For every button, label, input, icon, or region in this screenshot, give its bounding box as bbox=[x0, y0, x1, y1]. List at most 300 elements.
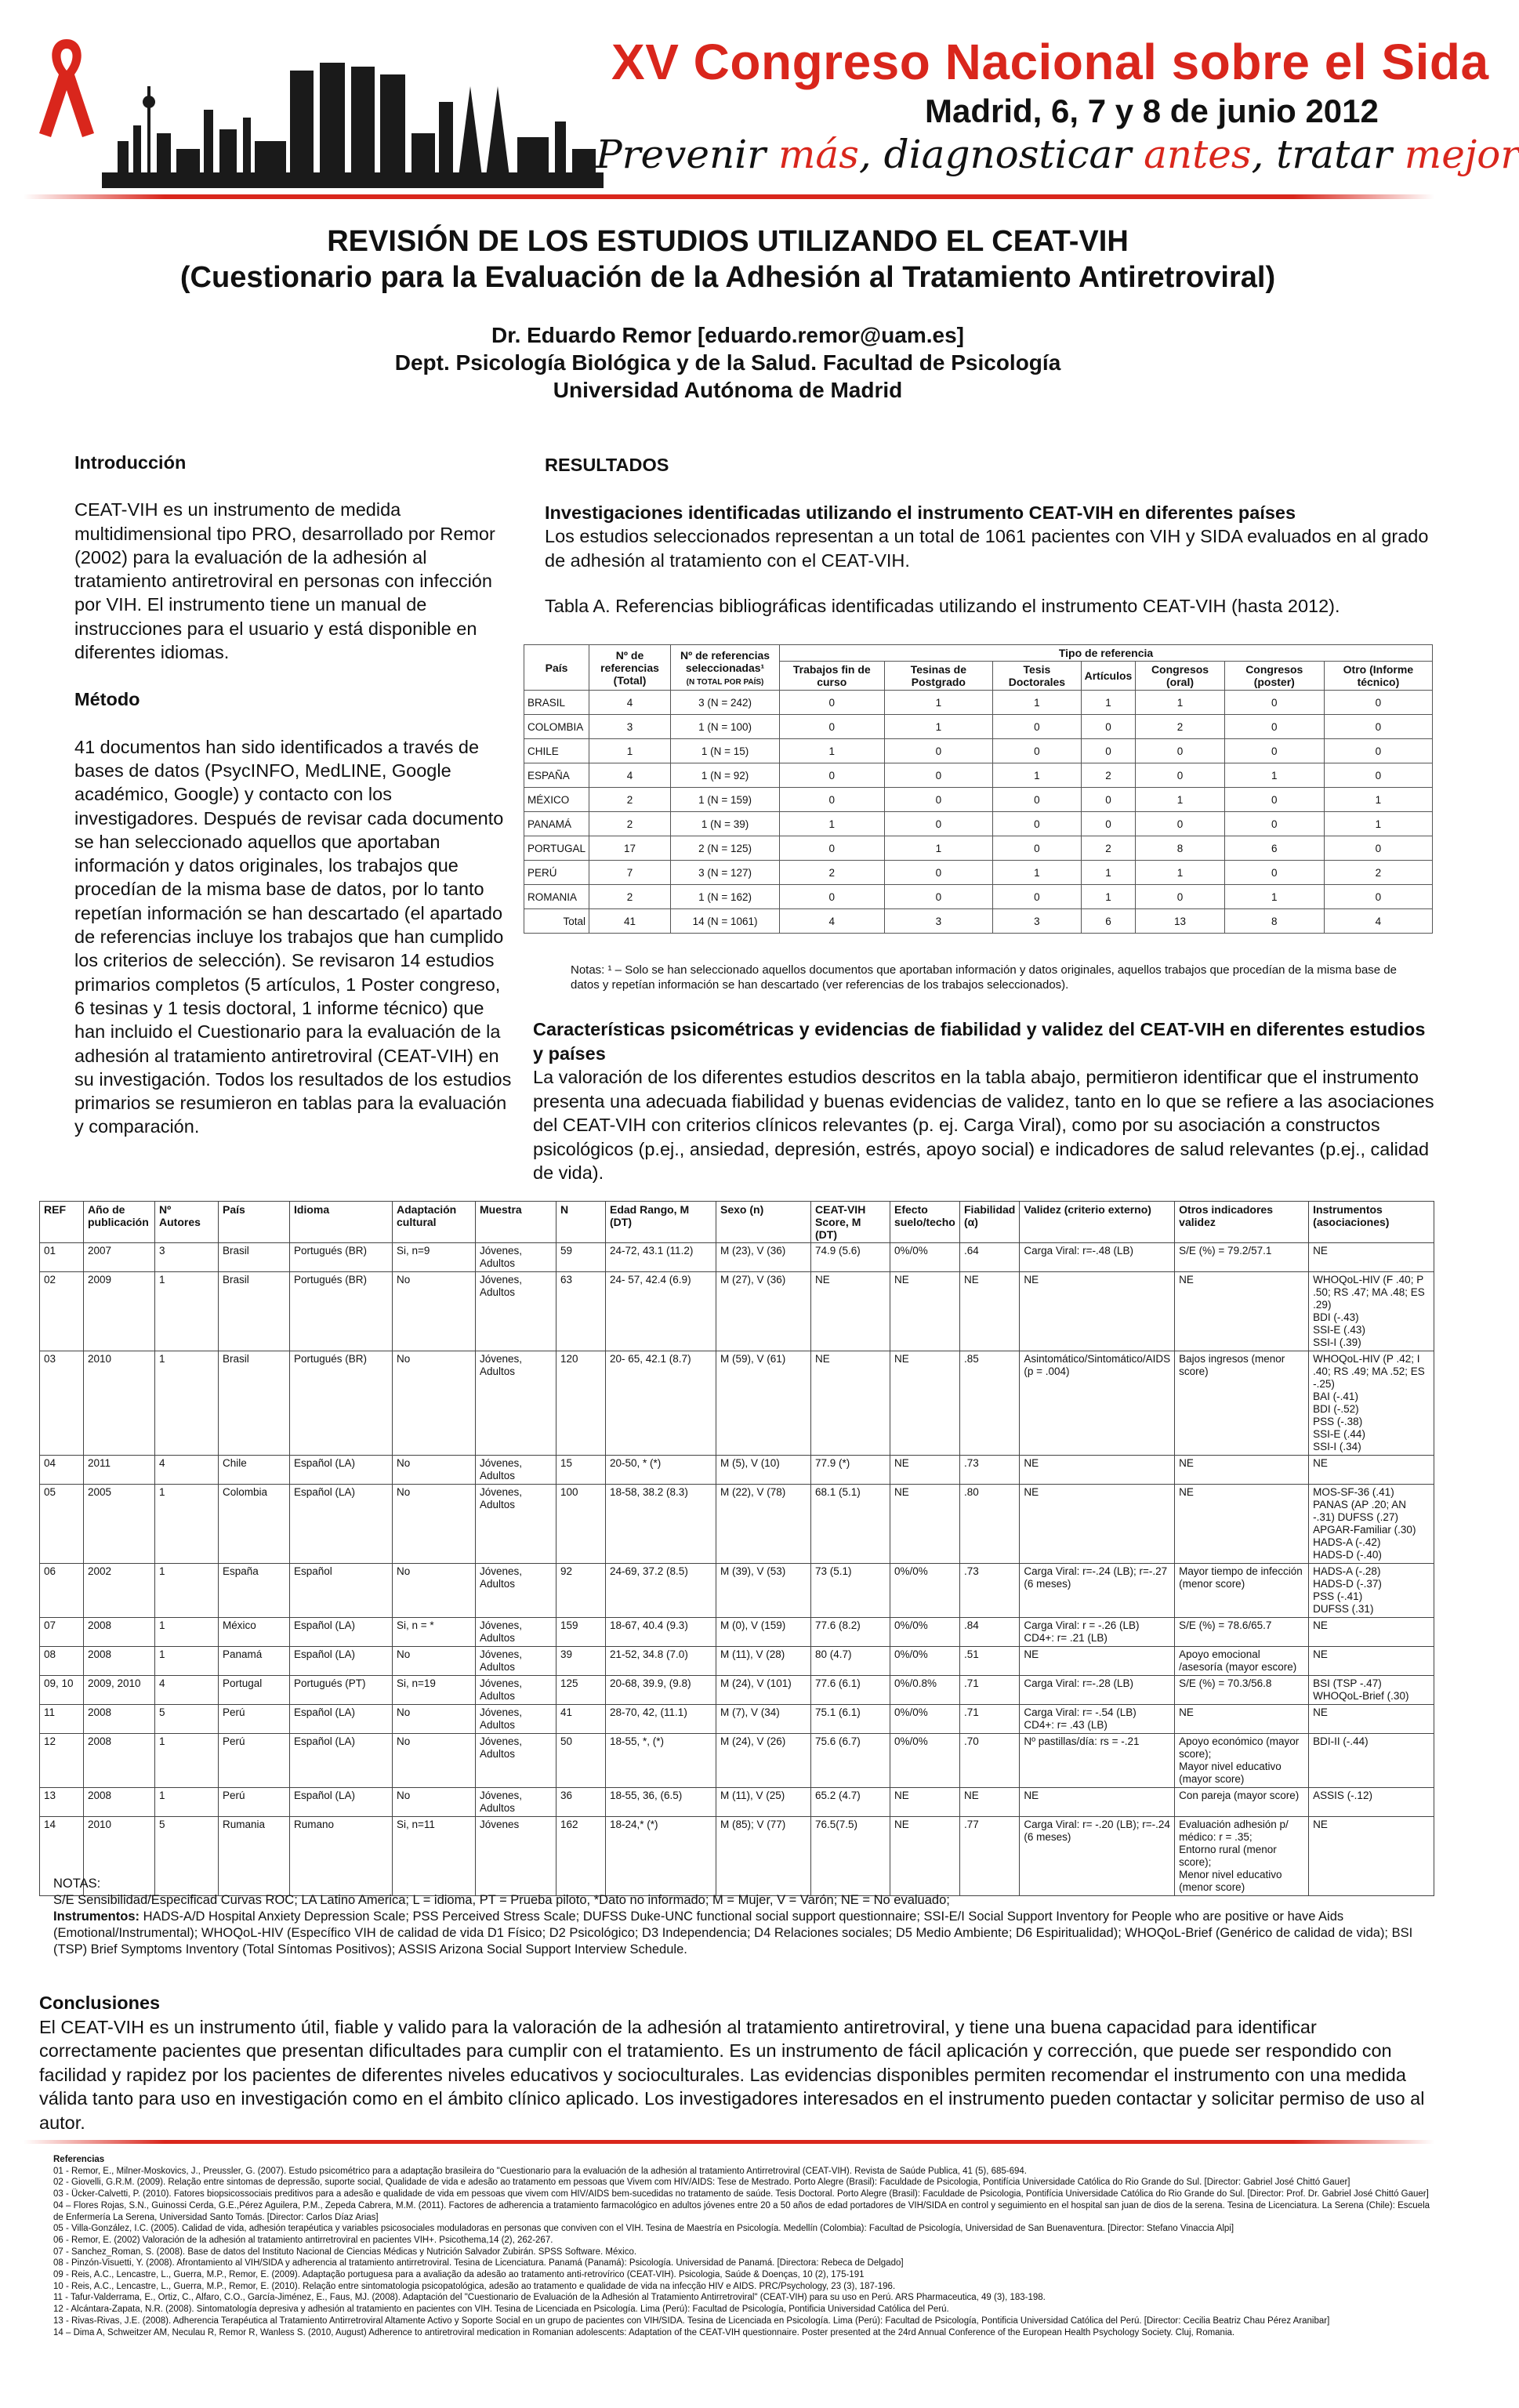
table-b-cell bbox=[1175, 1734, 1309, 1788]
table-b-cell: .73 bbox=[960, 1456, 1020, 1485]
table-a-cell: 0 bbox=[884, 812, 993, 836]
table-b-cell: ASSIS (-.12) bbox=[1309, 1788, 1434, 1817]
table-b-cell: 1 bbox=[155, 1272, 219, 1351]
congress-title: XV Congreso Nacional sobre el Sida bbox=[611, 34, 1489, 90]
table-b-cell-line: APGAR-Familiar (.30) bbox=[1313, 1524, 1416, 1536]
table-b-cell: Jóvenes, Adultos bbox=[476, 1618, 556, 1647]
reference-item: 07 - Sanchez_Roman, S. (2008). Base de datos del Instituto Nacional de Ciencias Médicas y Nutrición Salvador Zubirán. SPSS Software. México. bbox=[53, 2247, 637, 2257]
table-b-cell: 2008 bbox=[84, 1705, 155, 1734]
table-a-cell: 0 bbox=[993, 885, 1081, 909]
results-section bbox=[545, 453, 1438, 618]
table-b-cell: 0%/0% bbox=[890, 1734, 960, 1788]
table-a-type-header: Artículos bbox=[1081, 662, 1136, 691]
table-b-cell: 09, 10 bbox=[40, 1676, 84, 1705]
notes-instruments-label: Instrumentos: bbox=[53, 1909, 140, 1924]
table-a-cell: 0 bbox=[1136, 812, 1224, 836]
table-a-cell: 1 bbox=[1324, 788, 1432, 812]
table-b-cell-line: Carga Viral: r= -.54 (LB) bbox=[1024, 1706, 1137, 1718]
table-b-cell: 06 bbox=[40, 1564, 84, 1618]
table-a-cell: 3 (N = 242) bbox=[671, 691, 780, 715]
table-b-cell: Asintomático/Sintomático/AIDS (p = .004) bbox=[1020, 1351, 1175, 1456]
table-b-cell-line: WHOQoL-HIV (F .40; P .50; RS .47; MA .48; ES .29) bbox=[1313, 1274, 1425, 1311]
table-a-cell: 0 bbox=[1081, 812, 1136, 836]
table-a-cell: 1 bbox=[1224, 885, 1324, 909]
table-b-cell: M (59), V (61) bbox=[716, 1351, 811, 1456]
table-a-header-text: Nº de referencias seleccionadas¹ bbox=[680, 648, 770, 674]
table-a-cell: 0 bbox=[884, 763, 993, 788]
table-b-cell: 76.5(7.5) bbox=[811, 1817, 890, 1896]
table-a-cell: 2 bbox=[589, 812, 671, 836]
table-a-caption: Tabla A. Referencias bibliográficas identificadas utilizando el instrumento CEAT-VIH (hasta 2012). bbox=[545, 596, 1340, 616]
table-a-notes: Notas: ¹ – Solo se han seleccionado aquellos documentos que aportaban información y datos originales, aquellos trabajos que procedían de la misma base de datos y repetían información se han descartado (ver referencias de los trabajos seleccionados). bbox=[571, 963, 1397, 992]
table-b-cell: 68.1 (5.1) bbox=[811, 1485, 890, 1564]
table-a-country: ESPAÑA bbox=[524, 763, 589, 788]
table-b-row bbox=[40, 1272, 1434, 1351]
table-a-cell: 0 bbox=[1224, 861, 1324, 885]
table-a-cell: 0 bbox=[993, 739, 1081, 763]
table-b-cell: No bbox=[393, 1351, 476, 1456]
reference-item: 04 – Flores Rojas, S.N., Guinossi Cerda, G.E.,Pérez Aguilera, P.M., Zepeda Cabrera, M.M. (2011). Factores de adherencia a tratamiento farmacológico en adultos jóvenes entre 20 a 50 años de edad portadores de VIH/SIDA en control y seguimiento en el hospital san juan de dios de la serena. Tesina de Licenciatura. La Serena (Chile): Escuela de Enfermería La Serena, Universidad Santo Tomás. [Director: Carlos Díaz Arias] bbox=[53, 2200, 1430, 2222]
table-a-cell: 0 bbox=[1324, 885, 1432, 909]
table-b-cell: 77.6 (8.2) bbox=[811, 1618, 890, 1647]
table-a-cell: 2 (N = 125) bbox=[671, 836, 780, 861]
table-b-cell: 03 bbox=[40, 1351, 84, 1456]
table-b-cell: NE bbox=[890, 1485, 960, 1564]
table-b-row bbox=[40, 1734, 1434, 1788]
table-b-row bbox=[40, 1647, 1434, 1676]
table-b-row bbox=[40, 1351, 1434, 1456]
title-line-2: (Cuestionario para la Evaluación de la Adhesión al Tratamiento Antiretroviral) bbox=[179, 261, 1276, 294]
table-b-cell: Panamá bbox=[219, 1647, 290, 1676]
table-b-header: Validez (criterio externo) bbox=[1020, 1202, 1175, 1243]
table-a-cell: 4 bbox=[589, 763, 671, 788]
table-b-cell-line: HADS-D (-.37) bbox=[1313, 1578, 1382, 1590]
table-a-country: COLOMBIA bbox=[524, 715, 589, 739]
table-b-row bbox=[40, 1788, 1434, 1817]
table-b-cell: 2005 bbox=[84, 1485, 155, 1564]
table-b-cell: .77 bbox=[960, 1817, 1020, 1896]
table-a-row bbox=[524, 691, 1433, 715]
table-a-cell: 0 bbox=[1324, 739, 1432, 763]
table-b-cell: M (22), V (78) bbox=[716, 1485, 811, 1564]
reference-item: 06 - Remor, E. (2002) Valoración de la adhesión al tratamiento antirretroviral en pacientes VIH+. Psicothema,14 (2), 262-267. bbox=[53, 2235, 553, 2245]
table-a-cell: 0 bbox=[993, 812, 1081, 836]
table-b-cell: 2008 bbox=[84, 1618, 155, 1647]
table-b-cell: 0%/0% bbox=[890, 1243, 960, 1272]
table-a-cell: 0 bbox=[1224, 691, 1324, 715]
table-a-cell: 0 bbox=[1224, 812, 1324, 836]
table-a-cell: 8 bbox=[1224, 909, 1324, 934]
table-b-cell: 07 bbox=[40, 1618, 84, 1647]
table-b-cell: 100 bbox=[556, 1485, 606, 1564]
author-department: Dept. Psicología Biológica y de la Salud. Facultad de Psicología bbox=[394, 350, 1061, 375]
table-b-cell: Español bbox=[290, 1564, 393, 1618]
table-a-cell: 0 bbox=[780, 763, 884, 788]
table-b-cell: 50 bbox=[556, 1734, 606, 1788]
table-a-cell: 2 bbox=[589, 788, 671, 812]
table-b-cell: No bbox=[393, 1705, 476, 1734]
table-b-cell: 24-72, 43.1 (11.2) bbox=[606, 1243, 716, 1272]
table-b-cell: 73 (5.1) bbox=[811, 1564, 890, 1618]
table-a-cell: 2 bbox=[780, 861, 884, 885]
table-a-cell: 17 bbox=[589, 836, 671, 861]
table-b-cell-line: MOS-SF-36 (.41) bbox=[1313, 1486, 1394, 1498]
table-b-cell: 41 bbox=[556, 1705, 606, 1734]
table-a-cell: 0 bbox=[780, 836, 884, 861]
table-b-cell: Jóvenes, Adultos bbox=[476, 1734, 556, 1788]
table-b-cell: Si, n=9 bbox=[393, 1243, 476, 1272]
table-b-header: Sexo (n) bbox=[716, 1202, 811, 1243]
table-a-country: ROMANIA bbox=[524, 885, 589, 909]
table-b-cell: Portugués (BR) bbox=[290, 1243, 393, 1272]
reference-item: 13 - Rivas-Rivas, J.E. (2008). Adherencia Terapéutica al Tratamiento Antirretroviral Altamente Activo y Soporte Social en un grupo de pacientes con VIH/SIDA. Tesina de Licenciada en Psicología. Lima (Perú): Facultad de Psicología, Pontificia Universidad Católica del Perú. [Director: Cecilia Beatriz Chau Pérez Aranibar] bbox=[53, 2316, 1330, 2326]
method-text: 41 documentos han sido identificados a través de bases de datos (PsycINFO, MedLINE, Google académico, Google) y contacto con los investigadores. Después de revisar cada documento se han seleccionado aquellos que aportaban información y datos originales, los trabajos que procedían de la misma base de datos, por lo tanto repetían información se han descartado (el apartado de referencias incluye los trabajos que han cumplido los criterios de selección). Se revisaron 14 estudios primarios completos (5 artículos, 1 Poster congreso, 6 tesinas y 1 tesis doctoral, 1 informe técnico) que han incluido el Cuestionario para la evaluación de la adhesión al tratamiento antiretroviral (CEAT-VIH) en su investigación. Todos los resultados de los estudios primarios se resumieron en tablas para la evaluación y comparación. bbox=[74, 736, 512, 1137]
table-b-cell-line: PSS (-.38) bbox=[1313, 1416, 1363, 1427]
table-b-cell: 2010 bbox=[84, 1351, 155, 1456]
table-b-cell: México bbox=[219, 1618, 290, 1647]
table-a-type-header: Trabajos fin de curso bbox=[780, 662, 884, 691]
table-b-header: Nº Autores bbox=[155, 1202, 219, 1243]
table-b-cell bbox=[1309, 1676, 1434, 1705]
table-b-cell: 18-24,* (*) bbox=[606, 1817, 716, 1896]
table-a-cell: 0 bbox=[1324, 691, 1432, 715]
table-b-cell: Español (LA) bbox=[290, 1705, 393, 1734]
table-b-cell: NE bbox=[1309, 1618, 1434, 1647]
table-b-cell: 2008 bbox=[84, 1788, 155, 1817]
table-a-cell: 0 bbox=[993, 836, 1081, 861]
table-a-cell: 4 bbox=[1324, 909, 1432, 934]
table-b-cell: Rumania bbox=[219, 1817, 290, 1896]
table-b-cell bbox=[1020, 1705, 1175, 1734]
table-b-cell: España bbox=[219, 1564, 290, 1618]
table-b-cell: Bajos ingresos (menor score) bbox=[1175, 1351, 1309, 1456]
madrid-skyline-logo bbox=[102, 55, 604, 188]
table-b-cell: 13 bbox=[40, 1788, 84, 1817]
table-a-cell: 0 bbox=[780, 788, 884, 812]
reference-item: 08 - Pinzón-Visuetti, Y. (2008). Afrontamiento al VIH/SIDA y adherencia al tratamiento antirretroviral. Tesina de Licenciatura. Panamá (Panamá): Psicología. Universidad de Panamá. [Directora: Rebeca de Delgado] bbox=[53, 2258, 904, 2268]
table-b-cell: 3 bbox=[155, 1243, 219, 1272]
table-b-cell: 0%/0% bbox=[890, 1705, 960, 1734]
table-b-cell: 21-52, 34.8 (7.0) bbox=[606, 1647, 716, 1676]
table-a bbox=[524, 644, 1433, 934]
characteristics-text: La valoración de los diferentes estudios descritos en la tabla abajo, permitieron identificar que el instrumento presenta una adecuada fiabilidad y buenas evidencias de validez, tanto en lo que se refiere a las asociaciones del CEAT-VIH con criterios clínicos relevantes (p. ej. Carga Viral), como por su asociación a constructos psicológicos (p.ej., ansiedad, depresión, estrés, apoyo social) e indicadores de salud relevantes (p.ej., calidad de vida). bbox=[533, 1067, 1434, 1183]
slogan-part: Prevenir bbox=[596, 132, 778, 177]
reference-item: 03 - Ücker-Calvetti, P. (2010). Fatores biopsicossociais preditivos para a adesão e qualidade de vida em pessoas que vivem com HIV/AIDS bem-sucedidas no tratamento de saúde. Tesis Doctoral. Porto Alegre (Brasil): Faculdade de Psicologia, Pontifícia Universidade Católica do Rio Grande do Sul. [Director: Prof. Dr. Gabriel José Chittó Gauer] bbox=[53, 2189, 1429, 2199]
table-b-cell: No bbox=[393, 1272, 476, 1351]
aids-ribbon-icon bbox=[31, 31, 102, 141]
table-a-cell: 0 bbox=[1224, 788, 1324, 812]
table-a-country: Total bbox=[524, 909, 589, 934]
reference-item: 05 - Villa-González, I.C. (2005). Calidad de vida, adhesión terapéutica y variables psicosociales moduladoras en personas que conviven con el VIH. Tesina de Maestría en Psicología. Medellín (Colombia): Facultad de Psicología, Universidad de San Buenaventura. [Director: Stefano Vinaccia Alpi] bbox=[53, 2224, 1234, 2234]
table-a-country: PANAMÁ bbox=[524, 812, 589, 836]
reference-item: 01 - Remor, E., Milner-Moskovics, J., Preussler, G. (2007). Estudo psicométrico para a adaptação brasileira do "Cuestionario para la evaluación de la adhesión al tratamiento Antirretroviral (CEAT-VIH). Revista de Saúde Publica, 41 (5), 685-694. bbox=[53, 2166, 1027, 2176]
table-a-cell: 1 (N = 92) bbox=[671, 763, 780, 788]
table-a-cell: 1 bbox=[1081, 691, 1136, 715]
results-subheading: Investigaciones identificadas utilizando el instrumento CEAT-VIH en diferentes países bbox=[545, 502, 1296, 523]
table-a-cell: 0 bbox=[780, 715, 884, 739]
table-a-cell: 1 bbox=[780, 739, 884, 763]
notes-instruments-text: HADS-A/D Hospital Anxiety Depression Scale; PSS Perceived Stress Scale; DUFSS Duke-UNC functional social support questionnaire; SSI-E/I Social Support Inventory for People who are positive or have Aids (Emotional/Instrumental); WHOQoL-HIV (Específico VIH de calidad de vida D1 Físico; D2 Psicológico; D3 Independencia; D4 Relaciones sociales; D5 Medio Ambiente; D6 Espiritualidad); WHOQoL-Brief (Genérico de calidad de vida); BSI (TSP) Brief Symptoms Inventory (Total Síntomas Positivos); ASSIS Arizona Social Support Interview Schedule. bbox=[53, 1909, 1413, 1956]
reference-item: 12 - Alcántara-Zapata, N.R. (2008). Sintomatología depresiva y adhesión al tratamiento en pacientes con VIH. Tesina de Licenciada en Psicología. Lima (Perú): Facultad de Psicología, Pontificia Universidad Católica del Perú. bbox=[53, 2305, 949, 2315]
table-b-row bbox=[40, 1243, 1434, 1272]
table-b-cell: 1 bbox=[155, 1618, 219, 1647]
table-b-cell: 75.1 (6.1) bbox=[811, 1705, 890, 1734]
notes-label: NOTAS: bbox=[53, 1877, 101, 1891]
table-b-header: REF bbox=[40, 1202, 84, 1243]
table-b-cell: 120 bbox=[556, 1351, 606, 1456]
table-b-cell: 5 bbox=[155, 1817, 219, 1896]
table-a-cell: 1 bbox=[884, 715, 993, 739]
table-a-cell: 0 bbox=[1081, 739, 1136, 763]
references-section bbox=[53, 2154, 1433, 2338]
author-university: Universidad Autónoma de Madrid bbox=[553, 378, 903, 402]
table-b-cell: NE bbox=[1020, 1272, 1175, 1351]
table-b-cell: Jóvenes, Adultos bbox=[476, 1351, 556, 1456]
table-b-cell: Mayor tiempo de infección (menor score) bbox=[1175, 1564, 1309, 1618]
table-b-cell: Carga Viral: r=-.48 (LB) bbox=[1020, 1243, 1175, 1272]
table-b-cell bbox=[1309, 1272, 1434, 1351]
results-heading: RESULTADOS bbox=[545, 455, 669, 475]
slogan-part: más bbox=[778, 132, 859, 177]
table-b-cell-line: BDI (-.52) bbox=[1313, 1403, 1359, 1415]
table-b-cell: Jóvenes, Adultos bbox=[476, 1676, 556, 1705]
table-b-cell: Jóvenes, Adultos bbox=[476, 1272, 556, 1351]
table-b-cell: 75.6 (6.7) bbox=[811, 1734, 890, 1788]
table-b-cell: Español (LA) bbox=[290, 1618, 393, 1647]
poster-header bbox=[0, 0, 1519, 196]
table-a-type-header: Tesis Doctorales bbox=[993, 662, 1081, 691]
table-b-cell: Jóvenes bbox=[476, 1817, 556, 1896]
table-b-header: Instrumentos (asociaciones) bbox=[1309, 1202, 1434, 1243]
table-b-cell: NE bbox=[1020, 1456, 1175, 1485]
table-b-row bbox=[40, 1705, 1434, 1734]
table-a-type-header: Otro (Informe técnico) bbox=[1324, 662, 1432, 691]
table-b-cell-line: PANAS (AP .20; AN -.31) DUFSS (.27) bbox=[1313, 1499, 1406, 1523]
table-b-cell: Carga Viral: r= -.20 (LB); r=-.24 (6 meses) bbox=[1020, 1817, 1175, 1896]
table-a-cell: 1 (N = 39) bbox=[671, 812, 780, 836]
table-a-cell: 14 (N = 1061) bbox=[671, 909, 780, 934]
table-a-cell: 0 bbox=[1324, 715, 1432, 739]
table-b-header: N bbox=[556, 1202, 606, 1243]
table-a-cell: 2 bbox=[1081, 836, 1136, 861]
table-b-cell: Portugal bbox=[219, 1676, 290, 1705]
table-b-cell: 2008 bbox=[84, 1647, 155, 1676]
table-a-cell: 7 bbox=[589, 861, 671, 885]
table-a-cell: 1 bbox=[1136, 861, 1224, 885]
table-a-cell: 6 bbox=[1081, 909, 1136, 934]
conclusions-section bbox=[39, 1991, 1434, 2134]
table-b-cell: 18-55, 36, (6.5) bbox=[606, 1788, 716, 1817]
table-a-cell: 1 bbox=[1224, 763, 1324, 788]
table-b-cell: NE bbox=[1020, 1485, 1175, 1564]
table-b-header: Idioma bbox=[290, 1202, 393, 1243]
table-b-cell: 77.6 (6.1) bbox=[811, 1676, 890, 1705]
table-b-cell: S/E (%) = 78.6/65.7 bbox=[1175, 1618, 1309, 1647]
table-b-cell: Jóvenes, Adultos bbox=[476, 1788, 556, 1817]
table-a-row bbox=[524, 812, 1433, 836]
table-b-cell-line: Apoyo económico (mayor score); bbox=[1179, 1735, 1300, 1760]
table-b-row bbox=[40, 1676, 1434, 1705]
table-b-cell: Perú bbox=[219, 1734, 290, 1788]
table-b-cell: 36 bbox=[556, 1788, 606, 1817]
reference-item: 10 - Reis, A.C., Lencastre, L., Guerra, M.P., Remor, E. (2010). Relação entre sintomatologia psicopatológica, adesão ao tratamento e qualidade de vida na infecção HIV e AIDS. PRC/Psychology, 23 (3), 187-196. bbox=[53, 2281, 896, 2291]
intro-heading: Introducción bbox=[74, 452, 187, 473]
table-b-cell: 65.2 (4.7) bbox=[811, 1788, 890, 1817]
table-a-row bbox=[524, 861, 1433, 885]
table-b-cell: 125 bbox=[556, 1676, 606, 1705]
table-b-cell-line: HADS-A (-.42) bbox=[1313, 1536, 1381, 1548]
table-b-cell: Jóvenes, Adultos bbox=[476, 1243, 556, 1272]
table-b-cell: NE bbox=[1309, 1243, 1434, 1272]
table-b-cell bbox=[1309, 1564, 1434, 1618]
table-a-row bbox=[524, 909, 1433, 934]
table-b-row bbox=[40, 1564, 1434, 1618]
table-b-cell: 4 bbox=[155, 1456, 219, 1485]
table-b-cell bbox=[1309, 1351, 1434, 1456]
table-b-cell: 0%/0% bbox=[890, 1564, 960, 1618]
table-b-cell-line: BDI (-.43) bbox=[1313, 1311, 1359, 1323]
intro-text: CEAT-VIH es un instrumento de medida multidimensional tipo PRO, desarrollado por Remor (2002) para la evaluación de la adhesión al tratamiento antiretroviral en personas con infección por VIH. El instrumento tiene un manual de instrucciones para el usuario y está disponible en diferentes idiomas. bbox=[74, 499, 495, 663]
table-b-cell: 1 bbox=[155, 1734, 219, 1788]
characteristics-heading: Características psicométricas y evidencias de fiabilidad y validez del CEAT-VIH en diferentes estudios y países bbox=[533, 1019, 1426, 1064]
table-a-country: PORTUGAL bbox=[524, 836, 589, 861]
table-b-cell: BDI-II (-.44) bbox=[1309, 1734, 1434, 1788]
table-a-cell: 1 bbox=[1081, 885, 1136, 909]
table-a-row bbox=[524, 739, 1433, 763]
table-b-cell: Colombia bbox=[219, 1485, 290, 1564]
table-b-cell: .71 bbox=[960, 1676, 1020, 1705]
reference-item: 02 - Giovelli, G.R.M. (2009). Relação entre sintomas de depressão, suporte social, Qualidade de vida e adesão ao tratamento em pessoas que Vivem com HIV/AIDS: Tese de Mestrado. Porto Alegre (Brasil): Faculdade de Psicologia, Pontifícia Universidade Católica do Rio Grande do Sul. [Director: Gabriel José Chittó Gauer] bbox=[53, 2178, 1350, 2188]
table-b-cell: Si, n = * bbox=[393, 1618, 476, 1647]
table-b-cell: 92 bbox=[556, 1564, 606, 1618]
table-b-cell: Español (LA) bbox=[290, 1734, 393, 1788]
table-b-cell: 4 bbox=[155, 1676, 219, 1705]
table-b-cell-line: SSI-I (.39) bbox=[1313, 1336, 1361, 1348]
table-a-cell: 1 bbox=[884, 691, 993, 715]
table-b-cell: Rumano bbox=[290, 1817, 393, 1896]
table-b-cell: Con pareja (mayor score) bbox=[1175, 1788, 1309, 1817]
table-a-cell: 1 (N = 100) bbox=[671, 715, 780, 739]
slogan-part: mejor bbox=[1404, 132, 1519, 177]
table-b-cell: 20-68, 39.9, (9.8) bbox=[606, 1676, 716, 1705]
table-b-cell-line: HADS-A (-.28) bbox=[1313, 1565, 1381, 1577]
table-b-cell-line: BSI (TSP -.47) bbox=[1313, 1677, 1382, 1689]
table-b-cell: Español (LA) bbox=[290, 1647, 393, 1676]
table-b-cell: 1 bbox=[155, 1564, 219, 1618]
conclusions-text: El CEAT-VIH es un instrumento útil, fiable y valido para la valoración de la adhesión al tratamiento antiretroviral, y tiene una buena capacidad para identificar correctamente pacientes que presentan dificultades para cumplir con el tratamiento. Es un instrumento de fácil aplicación y corrección, que puede ser respondido con facilidad y rapidez por los pacientes de diferentes niveles educativos y socioculturales. Las evidencias disponibles permiten recomendar el instrumento con una medida válida tanto para uso en investigación como en el ámbito clínico aplicado. Los investigadores interesados en el instrumento pueden contactar y solicitar permiso de uso al autor. bbox=[39, 2016, 1425, 2133]
table-b-cell: Si, n=11 bbox=[393, 1817, 476, 1896]
table-b-cell: NE bbox=[890, 1272, 960, 1351]
table-b-cell: No bbox=[393, 1647, 476, 1676]
table-b-cell: NE bbox=[1175, 1272, 1309, 1351]
table-b-cell: 11 bbox=[40, 1705, 84, 1734]
slogan-part: , diagnosticar bbox=[858, 132, 1144, 177]
table-b-cell-line: CD4+: r= .43 (LB) bbox=[1024, 1719, 1108, 1731]
table-b-cell: 24-69, 37.2 (8.5) bbox=[606, 1564, 716, 1618]
table-b-header: Adaptación cultural bbox=[393, 1202, 476, 1243]
table-a-cell: 0 bbox=[1224, 715, 1324, 739]
table-b-cell: M (27), V (36) bbox=[716, 1272, 811, 1351]
table-a-row bbox=[524, 715, 1433, 739]
table-b-cell bbox=[1309, 1485, 1434, 1564]
table-b-cell: 2002 bbox=[84, 1564, 155, 1618]
table-b-cell: Perú bbox=[219, 1788, 290, 1817]
table-b-cell: 80 (4.7) bbox=[811, 1647, 890, 1676]
table-b-cell: Portugués (BR) bbox=[290, 1351, 393, 1456]
table-b-cell: Brasil bbox=[219, 1243, 290, 1272]
footer-divider bbox=[24, 2140, 1434, 2144]
table-b-cell: M (85); V (77) bbox=[716, 1817, 811, 1896]
table-b-cell: No bbox=[393, 1564, 476, 1618]
table-a-row bbox=[524, 788, 1433, 812]
table-a-cell: 1 bbox=[1136, 788, 1224, 812]
table-a-cell: 3 bbox=[993, 909, 1081, 934]
table-b-cell-line: WHOQoL-Brief (.30) bbox=[1313, 1690, 1409, 1702]
table-b-cell-line: Entorno rural (menor score); bbox=[1179, 1844, 1277, 1868]
table-b-cell: NE bbox=[1020, 1788, 1175, 1817]
table-b-cell: .71 bbox=[960, 1705, 1020, 1734]
table-b-cell: 14 bbox=[40, 1817, 84, 1896]
table-b-cell: Si, n=19 bbox=[393, 1676, 476, 1705]
table-b-cell: 20- 65, 42.1 (8.7) bbox=[606, 1351, 716, 1456]
table-b-cell: 162 bbox=[556, 1817, 606, 1896]
table-b-cell: NE bbox=[811, 1351, 890, 1456]
table-b-cell: NE bbox=[1175, 1456, 1309, 1485]
table-a-cell: 0 bbox=[1224, 739, 1324, 763]
table-b-cell: 0%/0% bbox=[890, 1647, 960, 1676]
table-a-cell: 2 bbox=[1136, 715, 1224, 739]
table-b-cell: Carga Viral: r=-.28 (LB) bbox=[1020, 1676, 1175, 1705]
table-b-cell: .84 bbox=[960, 1618, 1020, 1647]
table-b-cell: 28-70, 42, (11.1) bbox=[606, 1705, 716, 1734]
table-b-cell: NE bbox=[890, 1788, 960, 1817]
table-b-cell: M (39), V (53) bbox=[716, 1564, 811, 1618]
table-a-cell: 1 bbox=[1081, 861, 1136, 885]
notes-line: S/E Sensibilidad/Especificad Curvas ROC; LA Latino America; L = idioma, PT = Prueba piloto, *Dato no informado; M = Mujer, V = Varón; NE = No evaluado; bbox=[53, 1893, 950, 1907]
table-b-cell: 77.9 (*) bbox=[811, 1456, 890, 1485]
table-a-cell: 4 bbox=[780, 909, 884, 934]
table-b-cell: NE bbox=[1175, 1705, 1309, 1734]
table-b-cell: S/E (%) = 79.2/57.1 bbox=[1175, 1243, 1309, 1272]
table-b-cell: Chile bbox=[219, 1456, 290, 1485]
table-b-cell-line: DUFSS (.31) bbox=[1313, 1603, 1374, 1615]
table-b-cell: 39 bbox=[556, 1647, 606, 1676]
table-b-cell: 2009 bbox=[84, 1272, 155, 1351]
congress-date: Madrid, 6, 7 y 8 de junio 2012 bbox=[925, 92, 1379, 129]
table-b-cell: 159 bbox=[556, 1618, 606, 1647]
table-b-cell: Perú bbox=[219, 1705, 290, 1734]
reference-item: 11 - Tafur-Valderrama, E., Ortiz, C., Alfaro, C.O., García-Jiménez, E., Faus, MJ. (2008). Adaptación del "Cuestionario de Evaluación de la Adhesión al Tratamiento Antirretroviral" (CEAT-VIH) para su uso en Perú. ARS Pharmaceutica, 49 (3), 183-198. bbox=[53, 2293, 1046, 2303]
table-a-cell: 1 (N = 15) bbox=[671, 739, 780, 763]
table-b-cell: NE bbox=[1309, 1705, 1434, 1734]
table-b-cell: .64 bbox=[960, 1243, 1020, 1272]
table-b-cell-line: BAI (-.41) bbox=[1313, 1391, 1358, 1402]
table-a-cell: 0 bbox=[1136, 739, 1224, 763]
left-column bbox=[74, 451, 513, 1162]
table-b-cell: 20-50, * (*) bbox=[606, 1456, 716, 1485]
table-a-cell: 0 bbox=[1136, 885, 1224, 909]
table-a-cell: 0 bbox=[1324, 763, 1432, 788]
table-b-cell: NE bbox=[1309, 1456, 1434, 1485]
table-b-cell-line: Carga Viral: r = -.26 (LB) bbox=[1024, 1619, 1140, 1631]
results-text: Los estudios seleccionados representan a un total de 1061 pacientes con VIH y SIDA evaluados en al grado de adhesión al tratamiento con el CEAT-VIH. bbox=[545, 526, 1429, 571]
table-a-cell: 0 bbox=[1081, 788, 1136, 812]
table-a-cell: 2 bbox=[589, 885, 671, 909]
reference-item: 14 – Dima A, Schweitzer AM, Neculau R, Remor R, Wanless S. (2010, August) Adherence to antiretroviral medication in Romanian adolescents: Adaptation of the CEAT-VIH questionnaire. Poster presented at the 24rd Annual Conference of the European Health Psychology Society. Cluj, Romania. bbox=[53, 2327, 1235, 2337]
table-b-cell: Jóvenes, Adultos bbox=[476, 1705, 556, 1734]
table-b-cell: .80 bbox=[960, 1485, 1020, 1564]
table-b-cell: Carga Viral: r=-.24 (LB); r=-.27 (6 meses) bbox=[1020, 1564, 1175, 1618]
